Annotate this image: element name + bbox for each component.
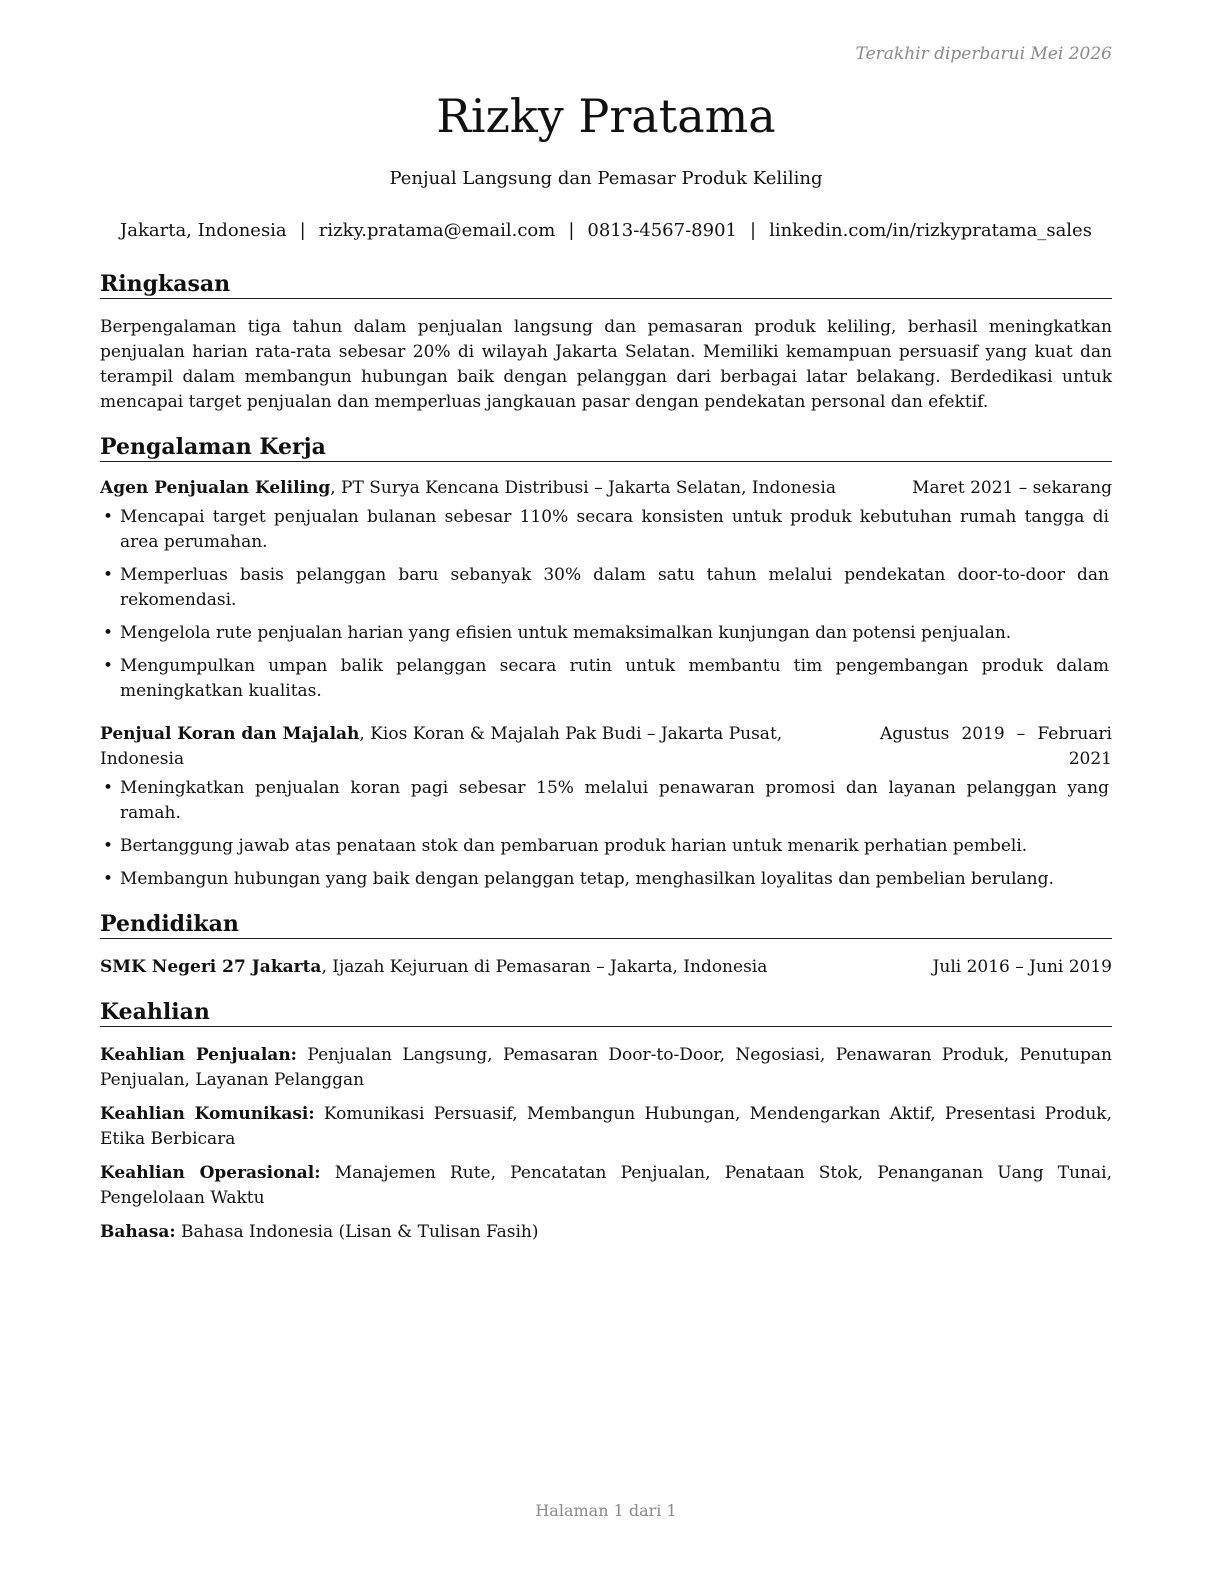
contact-separator: | <box>749 220 757 241</box>
bullet-icon: • <box>103 869 114 889</box>
skill-value: Penjualan Langsung, Pemasaran Door-to-Door, Negosiasi, Penawaran Produk, Penutupan Penjualan, Layanan Pelanggan <box>100 1045 1112 1090</box>
skill-label: Keahlian Komunikasi: <box>100 1104 315 1124</box>
bullet-icon: • <box>103 507 114 527</box>
resume-page <box>100 0 1112 1584</box>
experience-section <box>100 433 1112 892</box>
education-detail: , Ijazah Kejuruan di Pemasaran – Jakarta, Indonesia <box>321 957 768 977</box>
contact-separator: | <box>568 220 575 241</box>
bullet-icon: • <box>103 836 114 856</box>
skill-item <box>100 1161 1112 1211</box>
skill-item <box>100 1102 1112 1152</box>
summary-section <box>100 270 1112 415</box>
skill-value: Komunikasi Persuasif, Membangun Hubungan, Mendengarkan Aktif, Presentasi Produk, Etika Berbicara <box>100 1104 1112 1149</box>
list-item: • Meningkatkan penjualan koran pagi sebesar 15% melalui penawaran promosi dan layanan pelanggan yang ramah. <box>103 778 1109 823</box>
list-item: • Membangun hubungan yang baik dengan pelanggan tetap, menghasilkan loyalitas dan pembelian berulang. <box>100 867 1112 892</box>
section-title-experience: Pengalaman Kerja <box>100 433 1112 462</box>
bullet-icon: • <box>103 623 114 643</box>
school-name: SMK Negeri 27 Jakarta <box>100 957 322 977</box>
resume-content <box>100 270 1112 1263</box>
contact-line <box>100 219 1112 243</box>
contact-separator: | <box>299 220 306 241</box>
page-number: Halaman 1 dari 1 <box>535 1501 677 1520</box>
education-section <box>100 910 1112 980</box>
list-item: • Mengelola rute penjualan harian yang efisien untuk memaksimalkan kunjungan dan potensi penjualan. <box>100 621 1112 646</box>
skill-label: Keahlian Penjualan: <box>100 1045 297 1065</box>
job-role: Agen Penjualan Keliling <box>100 478 331 498</box>
section-title-summary: Ringkasan <box>100 270 1112 299</box>
candidate-tagline: Penjual Langsung dan Pemasar Produk Keliling <box>389 168 823 189</box>
skill-label: Bahasa: <box>100 1222 176 1242</box>
job-organization: , Kios Koran & Majalah Pak Budi – Jakarta Pusat, Indonesia <box>100 724 783 769</box>
skill-item <box>100 1220 1112 1245</box>
skills-section <box>100 998 1112 1245</box>
summary-text: Berpengalaman tiga tahun dalam penjualan langsung dan pemasaran produk keliling, berhasil meningkatkan penjualan harian rata-rata sebesar 20% di wilayah Jakarta Selatan. Memiliki kemampuan persuasif yang kuat dan terampil dalam membangun hubungan baik dengan pelanggan dari berbagai latar belakang. Berdedikasi untuk mencapai target penjualan dan memperluas jangkauan pasar dengan pendekatan personal dan efektif. <box>100 317 1112 412</box>
contact-location: Jakarta, Indonesia <box>120 220 287 241</box>
skill-value: Manajemen Rute, Pencatatan Penjualan, Penataan Stok, Penanganan Uang Tunai, Pengelolaan Waktu <box>100 1163 1112 1208</box>
bullet-icon: • <box>103 656 114 676</box>
job-dates: Agustus 2019 – Februari 2021 <box>880 724 1112 769</box>
list-item: • Mencapai target penjualan bulanan sebesar 110% secara konsisten untuk produk kebutuhan rumah tangga di area perumahan. <box>103 507 1109 552</box>
job-entry <box>100 476 1112 704</box>
job-dates: Maret 2021 – sekarang <box>912 478 1112 498</box>
list-item: • Bertanggung jawab atas penataan stok dan pembaruan produk harian untuk menarik perhatian pembeli. <box>100 834 1112 859</box>
list-item: • Mengumpulkan umpan balik pelanggan secara rutin untuk membantu tim pengembangan produk dalam meningkatkan kualitas. <box>103 656 1109 701</box>
skill-item <box>100 1043 1112 1093</box>
section-title-skills: Keahlian <box>100 998 1112 1027</box>
skill-value: Bahasa Indonesia (Lisan & Tulisan Fasih) <box>175 1222 539 1242</box>
job-organization: , PT Surya Kencana Distribusi – Jakarta Selatan, Indonesia <box>330 478 836 498</box>
last-updated-note: Terakhir diperbarui Mei 2026 <box>855 44 1112 64</box>
job-bullets <box>100 776 1112 892</box>
contact-linkedin[interactable]: linkedin.com/in/rizkypratama_sales <box>769 220 1092 241</box>
education-entry <box>100 955 1112 980</box>
section-title-education: Pendidikan <box>100 910 1112 939</box>
candidate-name: Rizky Pratama <box>436 89 776 143</box>
list-item: • Memperluas basis pelanggan baru sebanyak 30% dalam satu tahun melalui pendekatan door-to-door dan rekomendasi. <box>103 565 1109 610</box>
job-header <box>100 722 1112 772</box>
job-bullets <box>100 505 1112 704</box>
job-role: Penjual Koran dan Majalah <box>100 724 360 744</box>
education-dates: Juli 2016 – Juni 2019 <box>932 957 1112 977</box>
skill-label: Keahlian Operasional: <box>100 1163 321 1183</box>
contact-phone: 0813-4567-8901 <box>587 220 737 241</box>
job-header <box>100 476 1112 501</box>
contact-email[interactable]: rizky.pratama@email.com <box>318 220 556 241</box>
job-entry <box>100 722 1112 892</box>
bullet-icon: • <box>103 565 114 585</box>
bullet-icon: • <box>103 778 114 798</box>
